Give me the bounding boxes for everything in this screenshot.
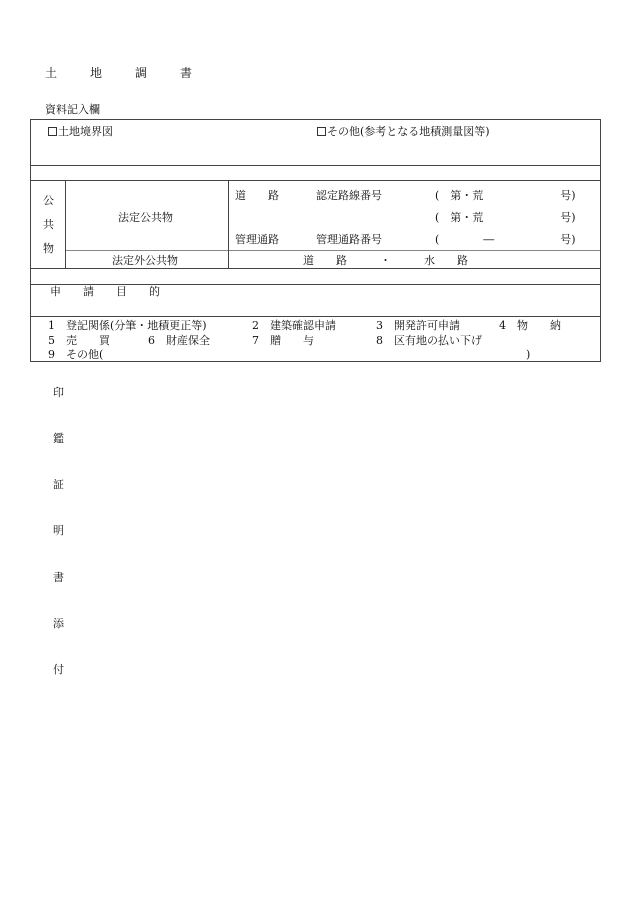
boundary-map-option[interactable]	[48, 126, 113, 137]
checkbox-icon[interactable]	[317, 127, 326, 136]
purpose-header: 申 請 目 的	[50, 285, 160, 298]
attachment-char-7: 付	[53, 663, 64, 676]
purpose-item-1[interactable]: 1 登記関係(分筆・地積更正等)	[48, 319, 207, 332]
section-label: 資料記入欄	[45, 103, 100, 116]
other-material-label: その他(参考となる地積測量図等)	[327, 125, 490, 138]
title-char-1: 土	[45, 66, 58, 80]
purpose-item-3[interactable]: 3 開発許可申請	[376, 319, 460, 332]
attachment-char-3: 証	[53, 478, 64, 491]
divider	[31, 268, 600, 269]
other-material-option[interactable]	[317, 126, 490, 137]
purpose-item-8[interactable]: 8 区有地の払い下げ	[376, 334, 482, 347]
divider	[65, 250, 600, 251]
mgmt-number-label: 管理通路番号	[316, 233, 382, 246]
divider	[228, 180, 229, 268]
attachment-char-4: 明	[53, 524, 64, 537]
document-title	[45, 67, 225, 79]
road-label: 道 路	[235, 189, 279, 202]
divider	[31, 165, 600, 166]
divider	[65, 180, 66, 268]
attachment-char-1: 印	[53, 386, 64, 399]
title-char-2: 地	[90, 66, 103, 80]
mgmt-number-field[interactable]: ( ― 号)	[435, 233, 576, 246]
boundary-map-label: 土地境界図	[58, 125, 113, 138]
road-number-label: 認定路線番号	[316, 189, 382, 202]
statutory-public-label: 法定公共物	[118, 211, 173, 224]
non-statutory-label: 法定外公共物	[112, 254, 178, 267]
title-char-3: 調	[135, 66, 148, 80]
divider	[31, 180, 600, 181]
road-number-field[interactable]: ( 第・荒 号)	[435, 189, 576, 202]
checkbox-icon[interactable]	[48, 127, 57, 136]
attachment-char-6: 添	[53, 617, 64, 630]
purpose-item-4[interactable]: 4 物 納	[499, 319, 561, 332]
purpose-item-2[interactable]: 2 建築確認申請	[252, 319, 336, 332]
road-number-field-2[interactable]: ( 第・荒 号)	[435, 211, 576, 224]
non-statutory-options[interactable]: 道 路 ・ 水 路	[303, 254, 468, 267]
divider	[31, 316, 600, 317]
attachment-char-5: 書	[53, 571, 64, 584]
public-side-char-2: 共	[43, 218, 54, 231]
purpose-item-9-close: )	[526, 348, 531, 361]
materials-form	[30, 119, 601, 362]
public-side-char-1: 公	[43, 194, 54, 207]
public-side-char-3: 物	[43, 242, 54, 255]
purpose-item-7[interactable]: 7 贈 与	[252, 334, 314, 347]
purpose-item-9[interactable]: 9 その他(	[48, 348, 104, 361]
purpose-item-5[interactable]: 5 売 買	[48, 334, 110, 347]
mgmt-road-label: 管理通路	[235, 233, 279, 246]
purpose-item-6[interactable]: 6 財産保全	[148, 334, 210, 347]
attachment-char-2: 鑑	[53, 432, 64, 445]
title-char-4: 書	[180, 66, 193, 80]
